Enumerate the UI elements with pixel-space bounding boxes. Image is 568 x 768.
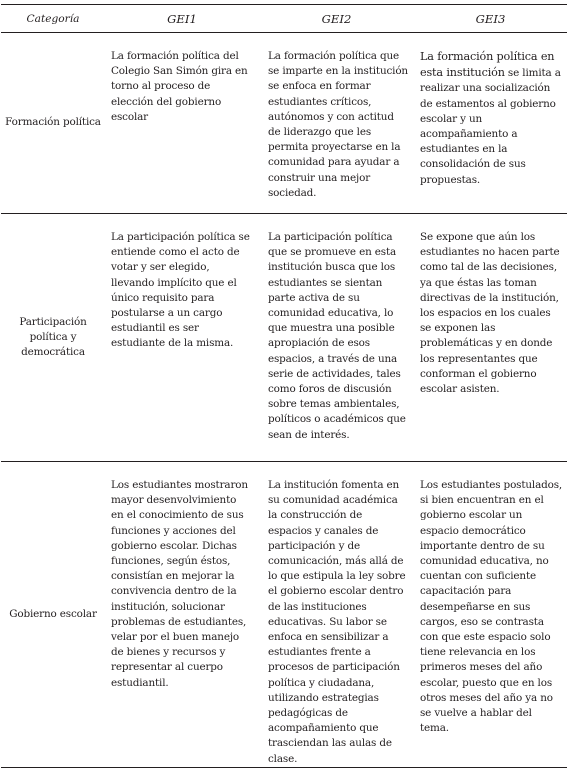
category-cell: Formación política xyxy=(1,33,105,214)
gei3-cell-rest: se limita a realizar una socialización de estamentos al gobierno escolar y un acompañamiento a estudiantes en la consolidación de sus propuestas. xyxy=(420,67,561,186)
table-body xyxy=(1,33,567,768)
gei2-cell: La institución fomenta en su comunidad académica la construcción de espacios y canales de participación y de comunicación, más allá de lo que estipula la ley sobre el gobierno escolar dentro de las instituciones educativas. Su labor se enfoca en sensibilizar a estudiantes frente a procesos de participación política y ciudadana, utilizando estrategias pedagógicas de acompañamiento que trasciendan las aulas de clase. xyxy=(259,462,414,768)
header-categoria: Categoría xyxy=(1,5,105,33)
gei3-cell: Los estudiantes postulados, si bien encuentran en el gobierno escolar un espacio democrático importante dentro de su comunidad educativa, no cuentan con suficiente capacitación para desempeñarse en sus cargos, eso se contrasta con que este espacio solo tiene relevancia en los primeros meses del año escolar, puesto que en los otros meses del año ya no se vuelve a hablar del tema. xyxy=(414,462,567,768)
category-cell: Gobierno escolar xyxy=(1,462,105,768)
gei3-cell-lead: La formación política en esta institución xyxy=(420,50,555,80)
header-gei3: GEI3 xyxy=(414,5,567,33)
header-gei2: GEI2 xyxy=(259,5,414,33)
table-row-gobierno-escolar xyxy=(1,462,567,768)
header-row xyxy=(1,5,567,33)
gei1-cell: La formación política del Colegio San Simón gira en torno al proceso de elección del gobierno escolar xyxy=(105,33,259,214)
comparison-table xyxy=(1,4,567,768)
gei2-cell: La formación política que se imparte en la institución se enfoca en formar estudiantes críticos, autónomos y con actitud de liderazgo que les permita proyectarse en la comunidad para ayudar a construir una mejor sociedad. xyxy=(259,33,414,214)
header-gei1: GEI1 xyxy=(105,5,259,33)
gei3-cell xyxy=(414,33,567,214)
gei3-cell: Se expone que aún los estudiantes no hacen parte como tal de las decisiones, ya que éstas las toman directivas de la institución, los espacios en los cuales se exponen las problemáticas y en donde los representantes que conforman el gobierno escolar asisten. xyxy=(414,214,567,462)
gei1-cell: La participación política se entiende como el acto de votar y ser elegido, llevando implícito que el único requisito para postularse a un cargo estudiantil es ser estudiante de la misma. xyxy=(105,214,259,462)
gei2-cell: La participación política que se promueve en esta institución busca que los estudiantes se sientan parte activa de su comunidad educativa, lo que muestra una posible apropiación de esos espacios, a través de una serie de actividades, tales como foros de discusión sobre temas ambientales, políticos o académicos que sean de interés. xyxy=(259,214,414,462)
category-cell: Participación política y democrática xyxy=(1,214,105,462)
table-row-participacion-politica xyxy=(1,214,567,462)
table-row-formacion-politica xyxy=(1,33,567,214)
gei1-cell: Los estudiantes mostraron mayor desenvolvimiento en el conocimiento de sus funciones y acciones del gobierno escolar. Dichas funciones, según éstos, consistían en mejorar la convivencia dentro de la institución, solucionar problemas de estudiantes, velar por el buen manejo de bienes y recursos y representar al cuerpo estudiantil. xyxy=(105,462,259,768)
table-header xyxy=(1,5,567,33)
